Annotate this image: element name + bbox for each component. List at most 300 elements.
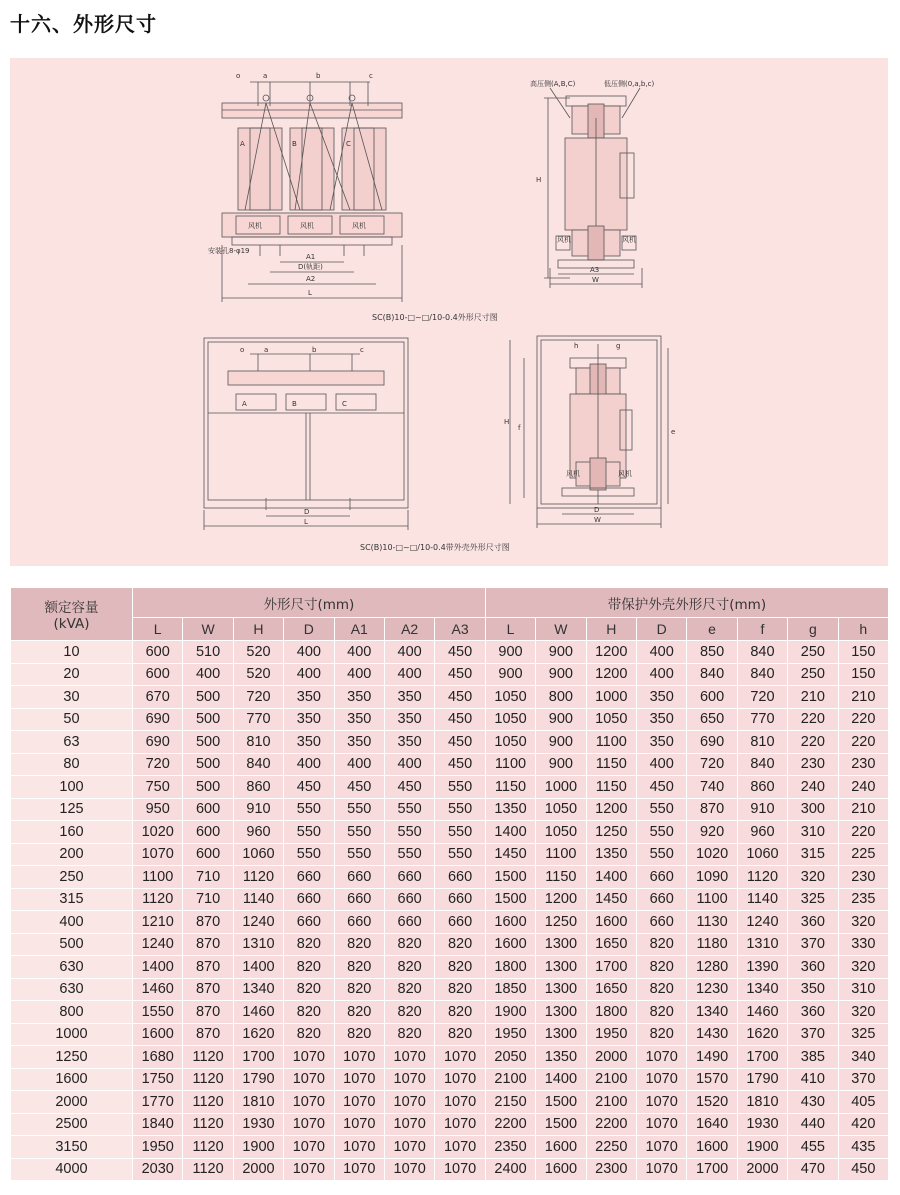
table-cell: 2250 (586, 1136, 636, 1159)
table-cell: 330 (838, 933, 888, 956)
capacity-cell: 1600 (11, 1068, 133, 1091)
label-h-enc: h (574, 342, 579, 350)
table-cell: 1500 (536, 1091, 586, 1114)
table-cell: 230 (788, 753, 838, 776)
table-cell: 1050 (485, 686, 535, 709)
table-cell: 550 (636, 821, 686, 844)
header-capacity-label: 额定容量 (44, 600, 99, 616)
label-A2: A2 (306, 275, 316, 283)
table-cell: 660 (334, 866, 384, 889)
table-cell: 1230 (687, 978, 737, 1001)
table-cell: 550 (284, 798, 334, 821)
table-cell: 1450 (586, 888, 636, 911)
table-cell: 720 (133, 753, 183, 776)
table-cell: 820 (435, 978, 485, 1001)
table-cell: 900 (485, 641, 535, 664)
table-row (11, 798, 889, 821)
table-cell: 1070 (334, 1158, 384, 1181)
table-cell: 820 (435, 1023, 485, 1046)
table-cell: 500 (183, 708, 233, 731)
table-cell: 350 (284, 708, 334, 731)
table-cell: 220 (838, 821, 888, 844)
capacity-cell: 20 (11, 663, 133, 686)
table-cell: 350 (334, 686, 384, 709)
table-cell: 810 (233, 731, 283, 754)
header-col-enc-L: L (485, 618, 535, 641)
table-cell: 550 (334, 798, 384, 821)
table-cell: 660 (384, 866, 434, 889)
table-cell: 1200 (536, 888, 586, 911)
table-cell: 1070 (636, 1068, 686, 1091)
table-cell: 550 (334, 843, 384, 866)
table-cell: 820 (284, 933, 334, 956)
table-cell: 1120 (183, 1113, 233, 1136)
table-cell: 900 (536, 753, 586, 776)
capacity-cell: 125 (11, 798, 133, 821)
capacity-cell: 63 (11, 731, 133, 754)
table-cell: 450 (384, 776, 434, 799)
table-cell: 670 (133, 686, 183, 709)
table-cell: 820 (334, 933, 384, 956)
label-mount-hole: 安装孔8-φ19 (208, 247, 250, 255)
table-cell: 400 (334, 641, 384, 664)
label-W-side: W (592, 276, 599, 284)
table-cell: 1950 (133, 1136, 183, 1159)
table-cell: 340 (838, 1046, 888, 1069)
table-cell: 1070 (636, 1046, 686, 1069)
table-cell: 870 (687, 798, 737, 821)
header-capacity (11, 588, 133, 641)
table-cell: 310 (788, 821, 838, 844)
table-cell: 350 (636, 731, 686, 754)
table-cell: 1400 (133, 956, 183, 979)
table-cell: 1700 (233, 1046, 283, 1069)
table-cell: 2200 (485, 1113, 535, 1136)
label-C: C (346, 140, 351, 148)
table-cell: 960 (233, 821, 283, 844)
table-cell: 650 (687, 708, 737, 731)
table-cell: 840 (687, 663, 737, 686)
table-cell: 860 (233, 776, 283, 799)
table-cell: 2000 (586, 1046, 636, 1069)
table-cell: 500 (183, 776, 233, 799)
table-cell: 660 (636, 911, 686, 934)
side-view-drawing (544, 88, 642, 288)
table-cell: 1100 (133, 866, 183, 889)
table-body (11, 641, 889, 1181)
table-cell: 2000 (737, 1158, 787, 1181)
table-cell: 660 (636, 866, 686, 889)
table-cell: 1450 (485, 843, 535, 866)
table-cell: 820 (384, 978, 434, 1001)
table-cell: 1840 (133, 1113, 183, 1136)
header-col-A1: A1 (334, 618, 384, 641)
table-cell: 1050 (536, 798, 586, 821)
table-cell: 960 (737, 821, 787, 844)
header-group-enclosure: 带保护外壳外形尺寸(mm) (485, 588, 888, 618)
table-cell: 500 (183, 686, 233, 709)
table-cell: 150 (838, 641, 888, 664)
table-cell: 550 (384, 821, 434, 844)
table-cell: 400 (334, 663, 384, 686)
table-cell: 870 (183, 933, 233, 956)
caption-bottom-drawing: SC(B)10-□~□/10-0.4带外壳外形尺寸图 (360, 543, 510, 552)
dimension-drawings-panel (10, 58, 888, 566)
table-cell: 1070 (435, 1091, 485, 1114)
header-col-enc-h: h (838, 618, 888, 641)
table-cell: 1810 (233, 1091, 283, 1114)
table-cell: 1240 (133, 933, 183, 956)
capacity-cell: 4000 (11, 1158, 133, 1181)
table-cell: 820 (334, 1023, 384, 1046)
table-row (11, 1158, 889, 1181)
header-col-A3: A3 (435, 618, 485, 641)
table-cell: 660 (334, 911, 384, 934)
capacity-cell: 800 (11, 1001, 133, 1024)
table-cell: 500 (183, 731, 233, 754)
table-row (11, 753, 889, 776)
table-cell: 690 (133, 708, 183, 731)
table-cell: 350 (334, 708, 384, 731)
table-cell: 1050 (485, 731, 535, 754)
table-cell: 840 (737, 663, 787, 686)
table-cell: 1120 (183, 1091, 233, 1114)
table-cell: 1200 (586, 641, 636, 664)
table-cell: 440 (788, 1113, 838, 1136)
table-cell: 1680 (133, 1046, 183, 1069)
table-cell: 315 (788, 843, 838, 866)
table-cell: 1120 (183, 1046, 233, 1069)
table-cell: 1070 (334, 1046, 384, 1069)
table-cell: 1300 (536, 933, 586, 956)
label-A: A (240, 140, 245, 148)
table-cell: 350 (788, 978, 838, 1001)
table-cell: 350 (284, 731, 334, 754)
table-cell: 1600 (687, 1136, 737, 1159)
table-cell: 2300 (586, 1158, 636, 1181)
capacity-cell: 100 (11, 776, 133, 799)
table-cell: 350 (384, 708, 434, 731)
table-cell: 320 (788, 866, 838, 889)
table-cell: 820 (435, 1001, 485, 1024)
table-cell: 550 (435, 821, 485, 844)
table-cell: 450 (435, 663, 485, 686)
label-hv-side: 高压侧(A,B,C) (530, 80, 576, 88)
table-cell: 450 (435, 753, 485, 776)
header-group-dims: 外形尺寸(mm) (133, 588, 486, 618)
table-cell: 820 (334, 1001, 384, 1024)
table-cell: 350 (636, 686, 686, 709)
table-cell: 600 (133, 663, 183, 686)
table-cell: 1600 (133, 1023, 183, 1046)
table-cell: 860 (737, 776, 787, 799)
label-D-enc: D (304, 508, 310, 516)
table-cell: 1070 (435, 1068, 485, 1091)
table-cell: 900 (536, 663, 586, 686)
table-cell: 1180 (687, 933, 737, 956)
table-cell: 1070 (435, 1136, 485, 1159)
table-cell: 1620 (737, 1023, 787, 1046)
label-fan-1: 风机 (248, 222, 262, 230)
table-cell: 820 (435, 956, 485, 979)
table-cell: 1640 (687, 1113, 737, 1136)
table-cell: 870 (183, 978, 233, 1001)
front-view-enclosure-drawing (204, 338, 408, 530)
table-cell: 840 (737, 641, 787, 664)
table-cell: 600 (183, 821, 233, 844)
table-cell: 660 (284, 911, 334, 934)
table-cell: 1070 (435, 1046, 485, 1069)
table-cell: 1130 (687, 911, 737, 934)
table-cell: 870 (183, 911, 233, 934)
label-L: L (308, 289, 312, 297)
header-col-enc-g: g (788, 618, 838, 641)
table-row (11, 821, 889, 844)
table-cell: 1070 (384, 1158, 434, 1181)
table-cell: 1750 (133, 1068, 183, 1091)
table-cell: 1550 (133, 1001, 183, 1024)
table-cell: 1350 (485, 798, 535, 821)
table-cell: 2000 (233, 1158, 283, 1181)
table-row (11, 1068, 889, 1091)
table-cell: 550 (334, 821, 384, 844)
table-cell: 1430 (687, 1023, 737, 1046)
table-cell: 220 (838, 708, 888, 731)
table-cell: 360 (788, 956, 838, 979)
table-cell: 1150 (586, 753, 636, 776)
table-cell: 1300 (536, 978, 586, 1001)
table-cell: 400 (384, 663, 434, 686)
table-cell: 820 (636, 956, 686, 979)
table-cell: 400 (334, 753, 384, 776)
table-cell: 770 (737, 708, 787, 731)
table-cell: 1600 (485, 911, 535, 934)
table-cell: 1390 (737, 956, 787, 979)
label-W-enc: W (594, 516, 601, 524)
table-cell: 1300 (536, 956, 586, 979)
table-cell: 1900 (737, 1136, 787, 1159)
table-cell: 1700 (687, 1158, 737, 1181)
table-cell: 870 (183, 1023, 233, 1046)
table-cell: 385 (788, 1046, 838, 1069)
table-cell: 820 (636, 1023, 686, 1046)
table-cell: 1070 (284, 1158, 334, 1181)
table-cell: 2030 (133, 1158, 183, 1181)
table-cell: 1460 (737, 1001, 787, 1024)
capacity-cell: 400 (11, 911, 133, 934)
table-cell: 1000 (586, 686, 636, 709)
table-cell: 1400 (586, 866, 636, 889)
header-col-enc-W: W (536, 618, 586, 641)
capacity-cell: 50 (11, 708, 133, 731)
label-a: a (263, 72, 268, 80)
table-row (11, 866, 889, 889)
table-cell: 1790 (737, 1068, 787, 1091)
label-f-enc: f (518, 424, 521, 432)
table-cell: 230 (838, 866, 888, 889)
table-cell: 450 (636, 776, 686, 799)
table-cell: 1240 (233, 911, 283, 934)
table-cell: 1120 (183, 1068, 233, 1091)
table-cell: 500 (183, 753, 233, 776)
table-cell: 1100 (586, 731, 636, 754)
caption-top-drawing: SC(B)10-□~□/10-0.4外形尺寸图 (372, 313, 498, 322)
table-cell: 1340 (233, 978, 283, 1001)
table-cell: 820 (284, 956, 334, 979)
table-cell: 1070 (284, 1113, 334, 1136)
table-cell: 1070 (636, 1158, 686, 1181)
table-cell: 1650 (586, 978, 636, 1001)
table-cell: 550 (384, 843, 434, 866)
table-cell: 1300 (536, 1023, 586, 1046)
capacity-cell: 30 (11, 686, 133, 709)
table-cell: 550 (435, 798, 485, 821)
table-cell: 210 (838, 686, 888, 709)
table-cell: 1500 (485, 888, 535, 911)
header-columns-row (11, 618, 889, 641)
table-cell: 820 (284, 1023, 334, 1046)
table-cell: 1800 (586, 1001, 636, 1024)
table-cell: 1050 (536, 821, 586, 844)
table-cell: 660 (435, 888, 485, 911)
table-cell: 1120 (233, 866, 283, 889)
table-cell: 920 (687, 821, 737, 844)
table-cell: 600 (687, 686, 737, 709)
table-cell: 1120 (183, 1158, 233, 1181)
table-cell: 2050 (485, 1046, 535, 1069)
table-cell: 325 (788, 888, 838, 911)
header-capacity-unit: (kVA) (53, 616, 90, 632)
table-cell: 400 (384, 753, 434, 776)
table-cell: 600 (183, 798, 233, 821)
capacity-cell: 630 (11, 978, 133, 1001)
table-cell: 520 (233, 663, 283, 686)
table-cell: 1850 (485, 978, 535, 1001)
table-cell: 250 (788, 641, 838, 664)
table-cell: 660 (435, 911, 485, 934)
table-cell: 820 (334, 956, 384, 979)
table-cell: 220 (788, 731, 838, 754)
table-cell: 2100 (586, 1091, 636, 1114)
table-cell: 1070 (334, 1068, 384, 1091)
header-col-D: D (284, 618, 334, 641)
table-cell: 450 (838, 1158, 888, 1181)
table-cell: 1650 (586, 933, 636, 956)
table-cell: 350 (636, 708, 686, 731)
table-cell: 450 (435, 708, 485, 731)
label-c-enc: c (360, 346, 364, 354)
table-cell: 400 (636, 753, 686, 776)
table-cell: 450 (334, 776, 384, 799)
table-cell: 1930 (737, 1113, 787, 1136)
table-cell: 900 (536, 708, 586, 731)
table-cell: 1060 (233, 843, 283, 866)
table-cell: 1460 (233, 1001, 283, 1024)
table-cell: 820 (384, 1001, 434, 1024)
table-cell: 720 (687, 753, 737, 776)
table-cell: 660 (384, 888, 434, 911)
table-cell: 1350 (586, 843, 636, 866)
table-cell: 550 (435, 776, 485, 799)
table-cell: 1070 (334, 1091, 384, 1114)
table-cell: 1400 (233, 956, 283, 979)
table-cell: 1600 (586, 911, 636, 934)
table-cell: 370 (788, 933, 838, 956)
table-cell: 1150 (536, 866, 586, 889)
table-cell: 1020 (687, 843, 737, 866)
capacity-cell: 2000 (11, 1091, 133, 1114)
label-A1: A1 (306, 253, 316, 261)
table-cell: 1280 (687, 956, 737, 979)
header-col-enc-D: D (636, 618, 686, 641)
label-D-side-enc: D (594, 506, 600, 514)
table-cell: 710 (183, 866, 233, 889)
table-cell: 220 (838, 731, 888, 754)
label-b-enc: b (312, 346, 317, 354)
header-col-H: H (233, 618, 283, 641)
table-cell: 225 (838, 843, 888, 866)
table-cell: 455 (788, 1136, 838, 1159)
table-cell: 840 (737, 753, 787, 776)
table-cell: 1310 (737, 933, 787, 956)
label-B-enc: B (292, 400, 297, 408)
table-cell: 1930 (233, 1113, 283, 1136)
label-a-enc: a (264, 346, 269, 354)
table-cell: 770 (233, 708, 283, 731)
table-cell: 310 (838, 978, 888, 1001)
table-cell: 740 (687, 776, 737, 799)
table-cell: 550 (284, 821, 334, 844)
table-cell: 1700 (586, 956, 636, 979)
table-cell: 1140 (737, 888, 787, 911)
capacity-cell: 1000 (11, 1023, 133, 1046)
header-col-W: W (183, 618, 233, 641)
table-cell: 400 (384, 641, 434, 664)
side-view-enclosure-drawing (510, 336, 668, 528)
table-row (11, 1091, 889, 1114)
table-cell: 1100 (687, 888, 737, 911)
table-cell: 320 (838, 911, 888, 934)
table-cell: 410 (788, 1068, 838, 1091)
table-row (11, 911, 889, 934)
table-cell: 1070 (284, 1091, 334, 1114)
label-fan-side-left: 风机 (557, 236, 571, 244)
table-cell: 400 (636, 641, 686, 664)
capacity-cell: 160 (11, 821, 133, 844)
label-g-enc: g (616, 342, 621, 350)
table-cell: 1810 (737, 1091, 787, 1114)
table-cell: 550 (284, 843, 334, 866)
table-cell: 450 (435, 641, 485, 664)
table-cell: 400 (284, 641, 334, 664)
dimension-table (10, 587, 889, 1181)
table-cell: 350 (284, 686, 334, 709)
table-cell: 800 (536, 686, 586, 709)
table-cell: 240 (788, 776, 838, 799)
table-cell: 1570 (687, 1068, 737, 1091)
table-row (11, 956, 889, 979)
table-cell: 1070 (636, 1113, 686, 1136)
table-cell: 400 (636, 663, 686, 686)
table-cell: 810 (737, 731, 787, 754)
capacity-cell: 630 (11, 956, 133, 979)
table-cell: 1120 (737, 866, 787, 889)
table-row (11, 978, 889, 1001)
table-cell: 660 (284, 888, 334, 911)
table-cell: 1070 (384, 1136, 434, 1159)
table-cell: 1600 (536, 1158, 586, 1181)
table-cell: 450 (435, 731, 485, 754)
